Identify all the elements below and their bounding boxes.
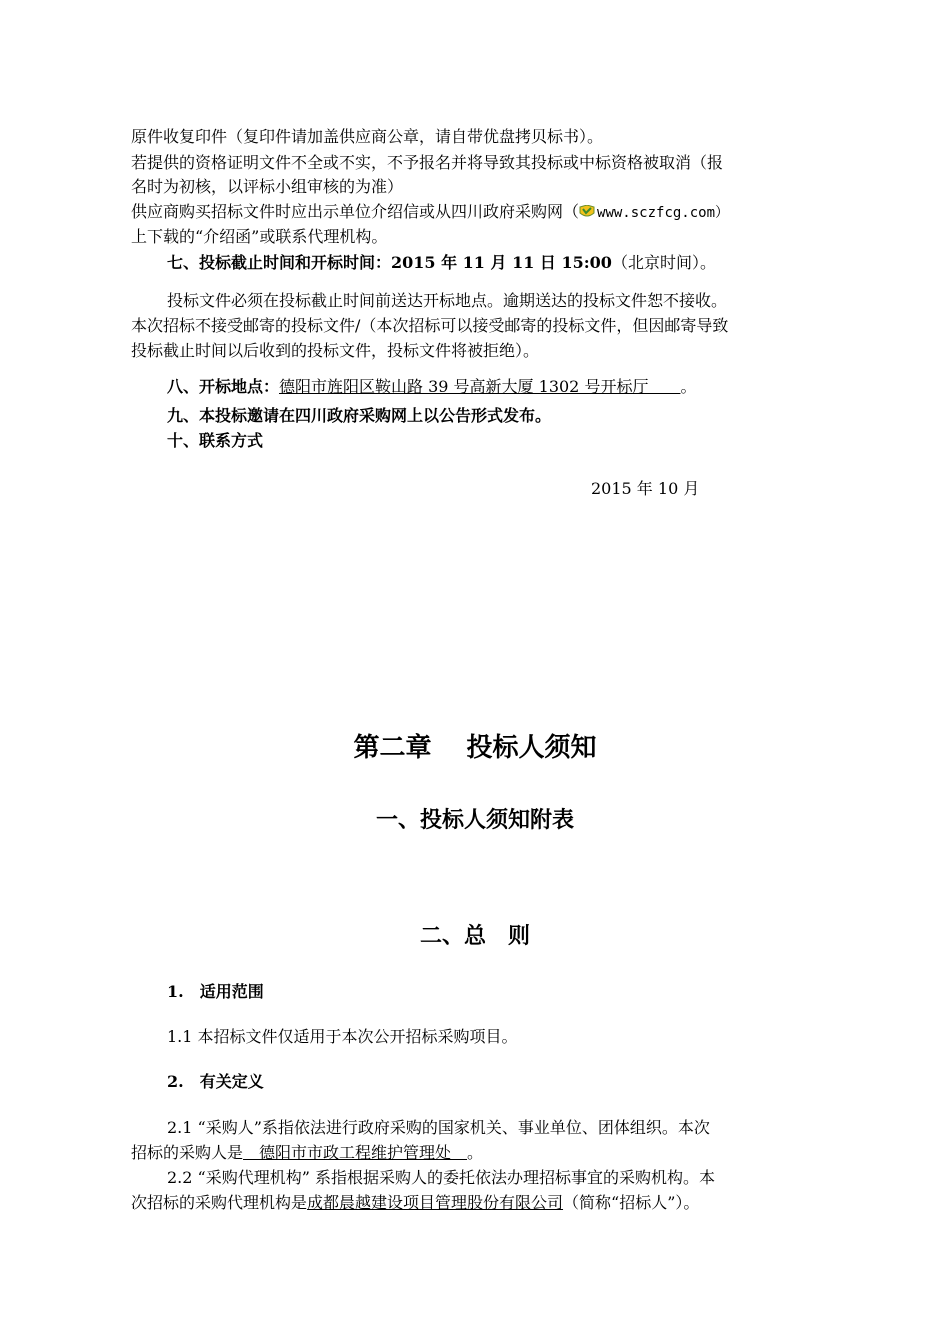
text-line: 上下载的“介绍函”或联系代理机构。	[131, 227, 388, 246]
text-fragment: （简称“招标人”）。	[563, 1193, 700, 1212]
section-10: 十、联系方式	[167, 431, 264, 450]
text-line: 原件收复印件（复印件请加盖供应商公章，请自带优盘拷贝标书）。	[131, 127, 604, 146]
section-7-heading: 七、投标截止时间和开标时间：2015 年 11 月 11 日 15:00	[167, 253, 612, 272]
text-fragment: 招标的采购人是	[131, 1143, 244, 1162]
purchaser-name: 德阳市市政工程维护管理处	[243, 1143, 468, 1162]
sczfcg-logo-icon	[579, 205, 595, 219]
clause-text	[131, 1192, 699, 1214]
clause-heading-definitions: 2. 有关定义	[167, 1072, 264, 1091]
section-8-label: 八、开标地点：	[167, 377, 280, 396]
text-line: 投标截止时间以后收到的投标文件，投标文件将被拒绝）。	[131, 341, 540, 360]
section-7-note: （北京时间）。	[611, 253, 716, 272]
clause-text	[131, 1142, 483, 1164]
bid-opening-location: 德阳市旌阳区鞍山路 39 号高新大厦 1302 号开标厅	[279, 377, 681, 396]
text-fragment: 次招标的采购代理机构是	[131, 1193, 308, 1212]
section-8	[167, 376, 696, 398]
section-9: 九、本投标邀请在四川政府采购网上以公告形式发布。	[167, 406, 552, 425]
section-heading: 一、投标人须知附表	[375, 808, 574, 833]
clause-text: 2.2 “采购代理机构” 系指根据采购人的委托依法办理招标事宜的采购机构。本	[167, 1168, 715, 1187]
text-line: 本次招标不接受邮寄的投标文件/（本次招标可以接受邮寄的投标文件，但因邮寄导致	[131, 316, 729, 335]
text-line	[131, 201, 729, 224]
website-link[interactable]: www.sczfcg.com）	[597, 205, 730, 221]
text-fragment: 。	[467, 1143, 484, 1162]
section-7	[167, 252, 716, 274]
clause-text: 2.1 “采购人”系指依法进行政府采购的国家机关、事业单位、团体组织。本次	[167, 1118, 710, 1137]
text-fragment: 供应商购买招标文件时应出示单位介绍信或从四川政府采购网（	[131, 202, 580, 221]
document-date: 2015 年 10 月	[591, 479, 700, 498]
chapter-title: 第二章 投标人须知	[353, 733, 597, 763]
agency-name: 成都晨越建设项目管理股份有限公司	[307, 1193, 564, 1212]
text-line: 若提供的资格证明文件不全或不实，不予报名并将导致其投标或中标资格被取消（报	[131, 153, 724, 172]
text-fragment: 。	[680, 377, 697, 396]
clause-heading-scope: 1. 适用范围	[167, 982, 264, 1001]
clause-text: 1.1 本招标文件仅适用于本次公开招标采购项目。	[167, 1027, 518, 1046]
text-line: 投标文件必须在投标截止时间前送达开标地点。逾期送达的投标文件恕不接收。	[167, 291, 728, 310]
section-heading: 二、总 则	[419, 924, 530, 949]
text-line: 名时为初核，以评标小组审核的为准）	[131, 177, 404, 196]
